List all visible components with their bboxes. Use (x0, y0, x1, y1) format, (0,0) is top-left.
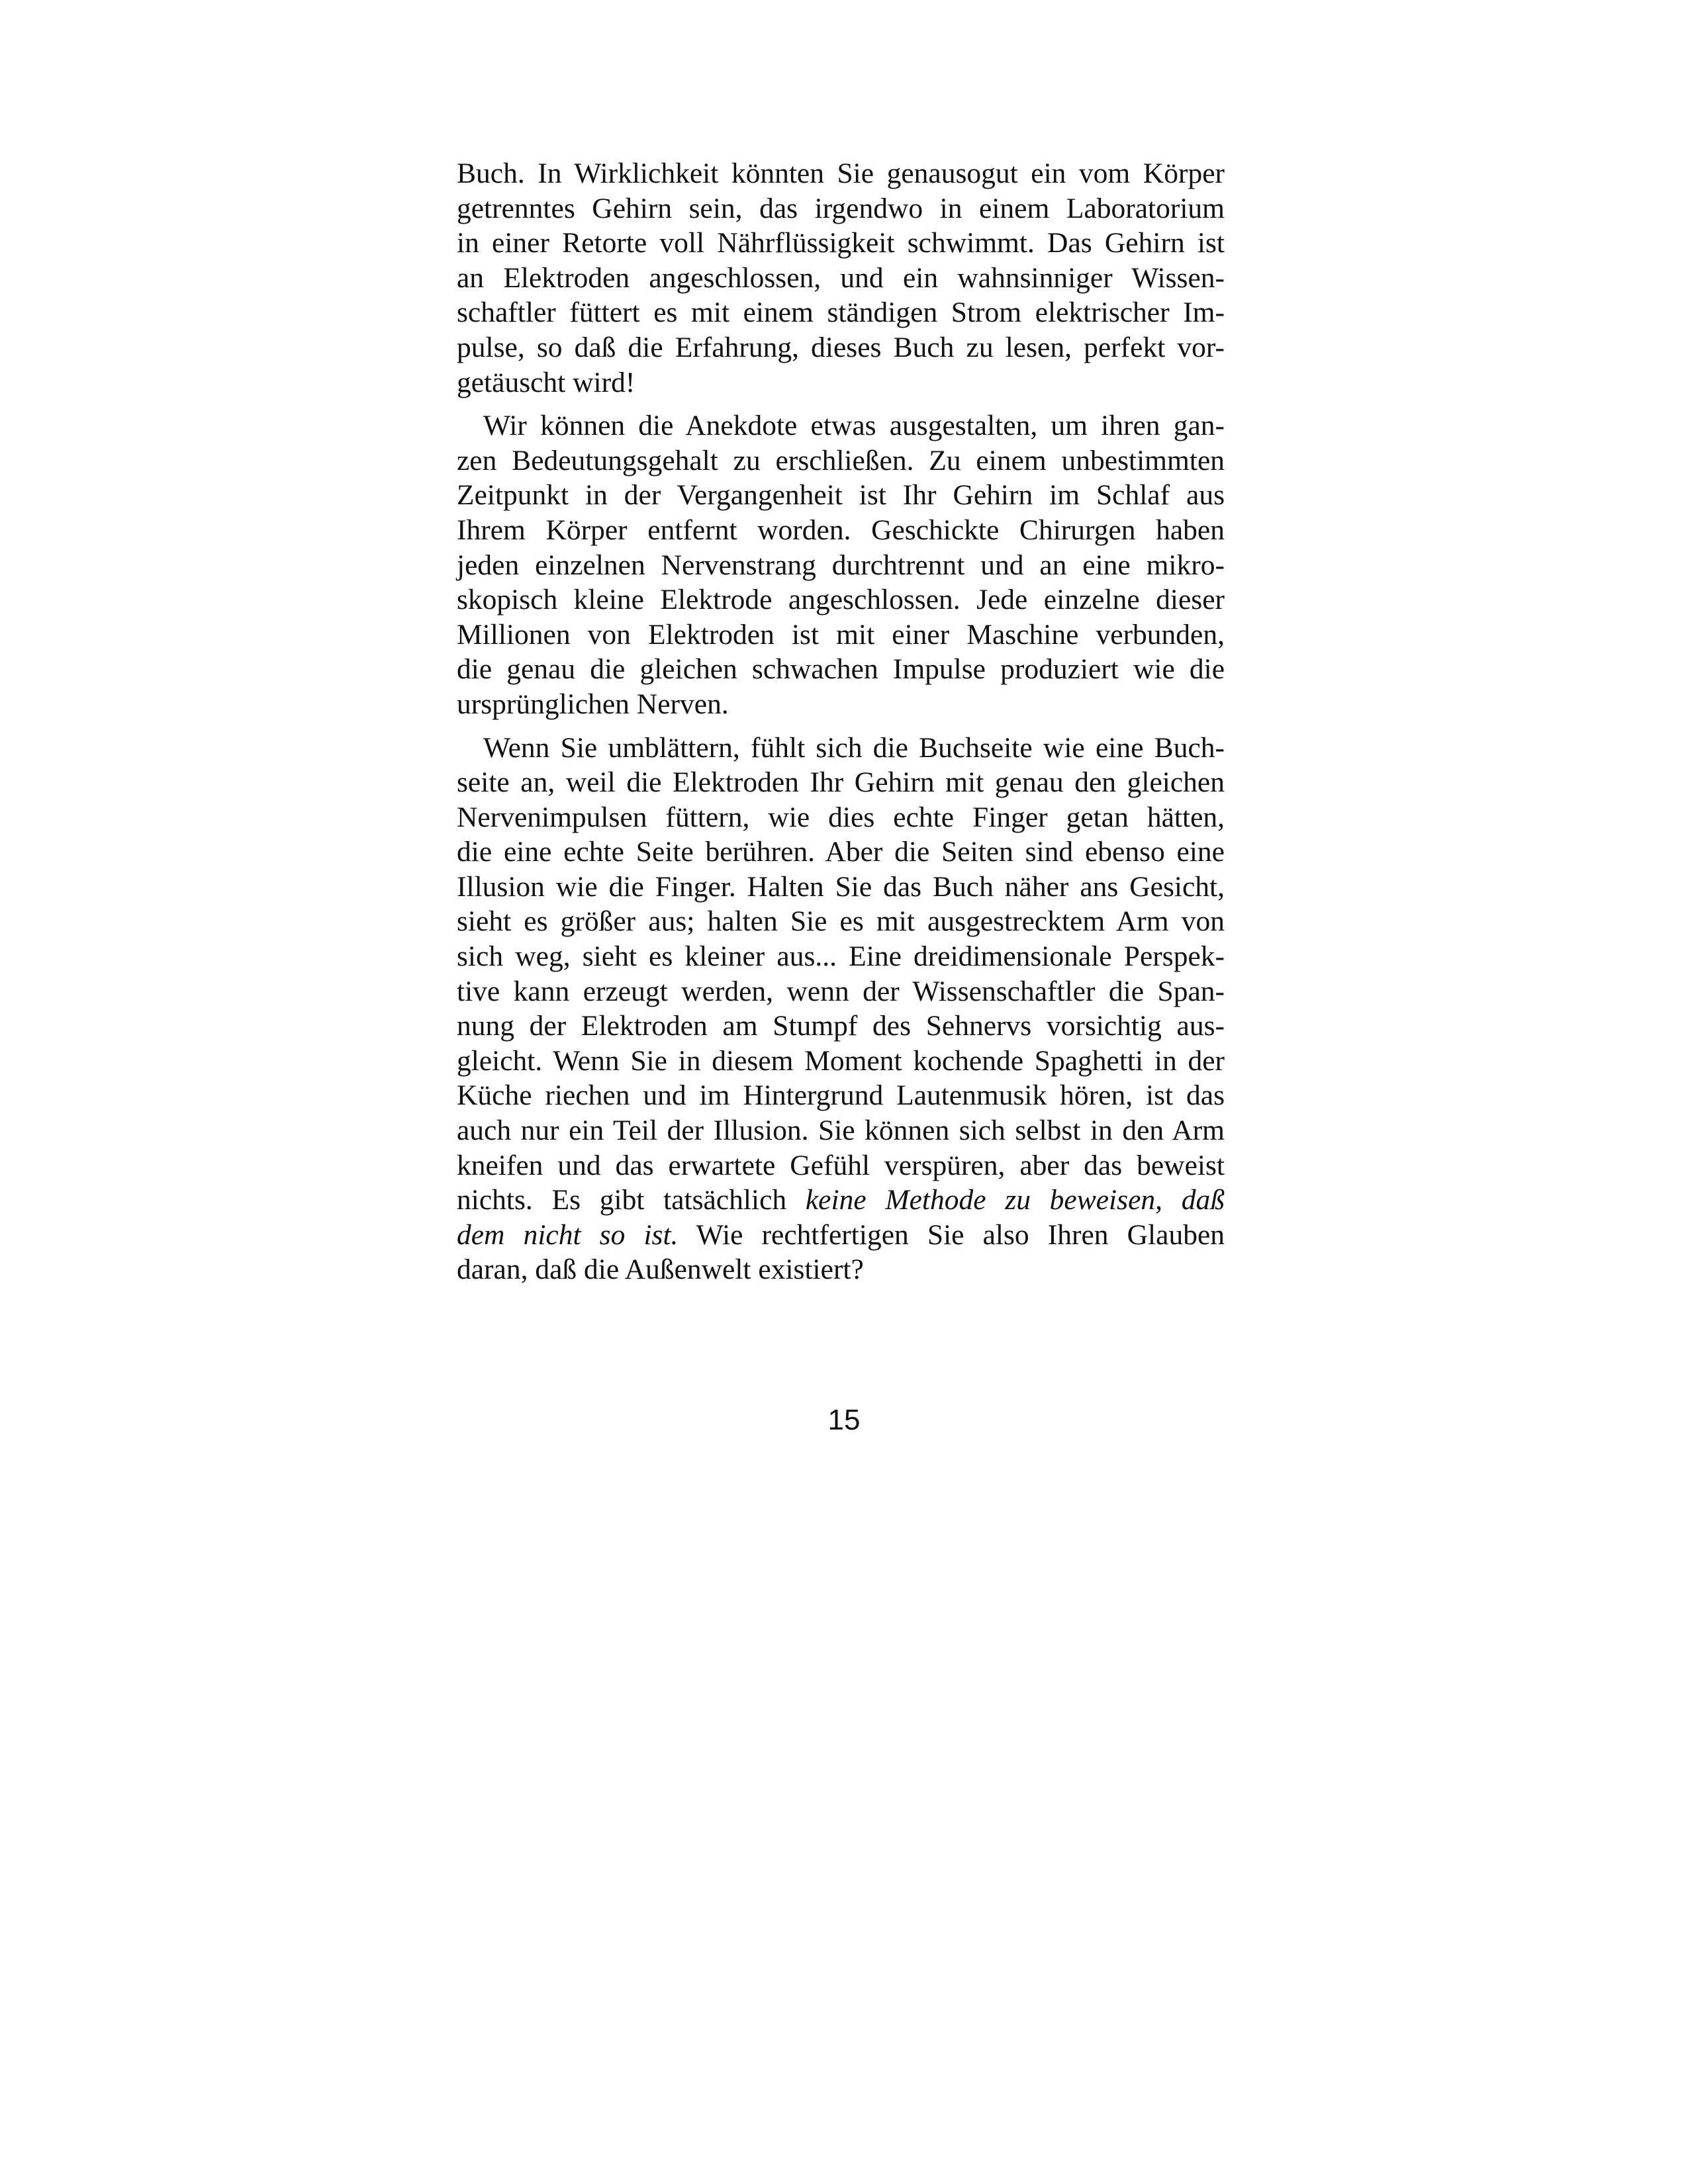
text-line: Buch. In Wirklichkeit könnten Sie genausogut ein vom Körper (457, 158, 1225, 189)
text-line: schaftler füttert es mit einem ständigen Strom elektrischer Im- (457, 296, 1225, 329)
text-line: sieht es größer aus; halten Sie es mit ausgestrecktem Arm von (457, 905, 1225, 938)
text-line: zen Bedeutungsgehalt zu erschließen. Zu einem unbestimmten (457, 444, 1225, 477)
text-line: Nervenimpulsen füttern, wie dies echte Finger getan hätten, (457, 801, 1225, 833)
text-line: tive kann erzeugt werden, wenn der Wissenschaftler die Span- (457, 975, 1225, 1007)
emphasis-text: dem nicht so ist. (457, 1218, 679, 1251)
text-line: Wir können die Anekdote etwas ausgestalten, um ihren gan- (483, 410, 1225, 442)
text-line: seite an, weil die Elektroden Ihr Gehirn mit genau den gleichen (457, 766, 1225, 799)
text-line: pulse, so daß die Erfahrung, dieses Buch zu lesen, perfekt vor- (457, 331, 1225, 363)
text-line: auch nur ein Teil der Illusion. Sie können sich selbst in den Arm (457, 1115, 1225, 1147)
text-line: daran, daß die Außenwelt existiert? (457, 1253, 864, 1286)
text-line: nung der Elektroden am Stumpf des Sehnervs vorsichtig aus- (457, 1010, 1225, 1042)
text-line: Zeitpunkt in der Vergangenheit ist Ihr Gehirn im Schlaf aus (457, 479, 1225, 512)
text-line: ursprünglichen Nerven. (457, 688, 729, 720)
text-segment: Wie rechtfertigen Sie also Ihren Glauben (678, 1218, 1225, 1251)
text-line: Ihrem Körper entfernt worden. Geschickte Chirurgen haben (457, 514, 1225, 546)
text-line: an Elektroden angeschlossen, und ein wahnsinniger Wissen- (457, 261, 1225, 294)
text-line: in einer Retorte voll Nährflüssigkeit schwimmt. Das Gehirn ist (457, 227, 1225, 259)
text-line: jeden einzelnen Nervenstrang durchtrennt und an eine mikro- (457, 549, 1225, 581)
text-line: kneifen und das erwartete Gefühl verspüren, aber das beweist (457, 1149, 1225, 1181)
text-line: die eine echte Seite berühren. Aber die Seiten sind ebenso eine (457, 836, 1225, 868)
text-line: Küche riechen und im Hintergrund Lautenmusik hören, ist das (457, 1079, 1225, 1112)
paragraph-2 (457, 408, 1225, 721)
page-number: 15 (827, 1404, 861, 1436)
paragraph-3 (457, 731, 1225, 1288)
emphasis-text: keine Methode zu beweisen, daß (805, 1184, 1225, 1216)
text-line: gleicht. Wenn Sie in diesem Moment kochende Spaghetti in der (457, 1044, 1225, 1077)
text-line: Wenn Sie umblättern, fühlt sich die Buchseite wie eine Buch- (483, 731, 1225, 764)
text-line: getrenntes Gehirn sein, das irgendwo in einem Laboratorium (457, 192, 1225, 224)
paragraph-1 (457, 156, 1225, 400)
text-line: Illusion wie die Finger. Halten Sie das Buch näher ans Gesicht, (457, 870, 1225, 903)
text-line: die genau die gleichen schwachen Impulse produziert wie die (457, 653, 1225, 686)
text-line (457, 1218, 1225, 1253)
body-text (457, 156, 1225, 1296)
text-segment: nichts. Es gibt tatsächlich (457, 1184, 806, 1216)
text-line: skopisch kleine Elektrode angeschlossen. Jede einzelne dieser (457, 584, 1225, 616)
text-line (457, 1183, 1225, 1218)
text-line: sich weg, sieht es kleiner aus... Eine dreidimensionale Perspek- (457, 940, 1225, 973)
text-line: getäuscht wird! (457, 366, 635, 398)
text-line: Millionen von Elektroden ist mit einer Maschine verbunden, (457, 618, 1225, 651)
